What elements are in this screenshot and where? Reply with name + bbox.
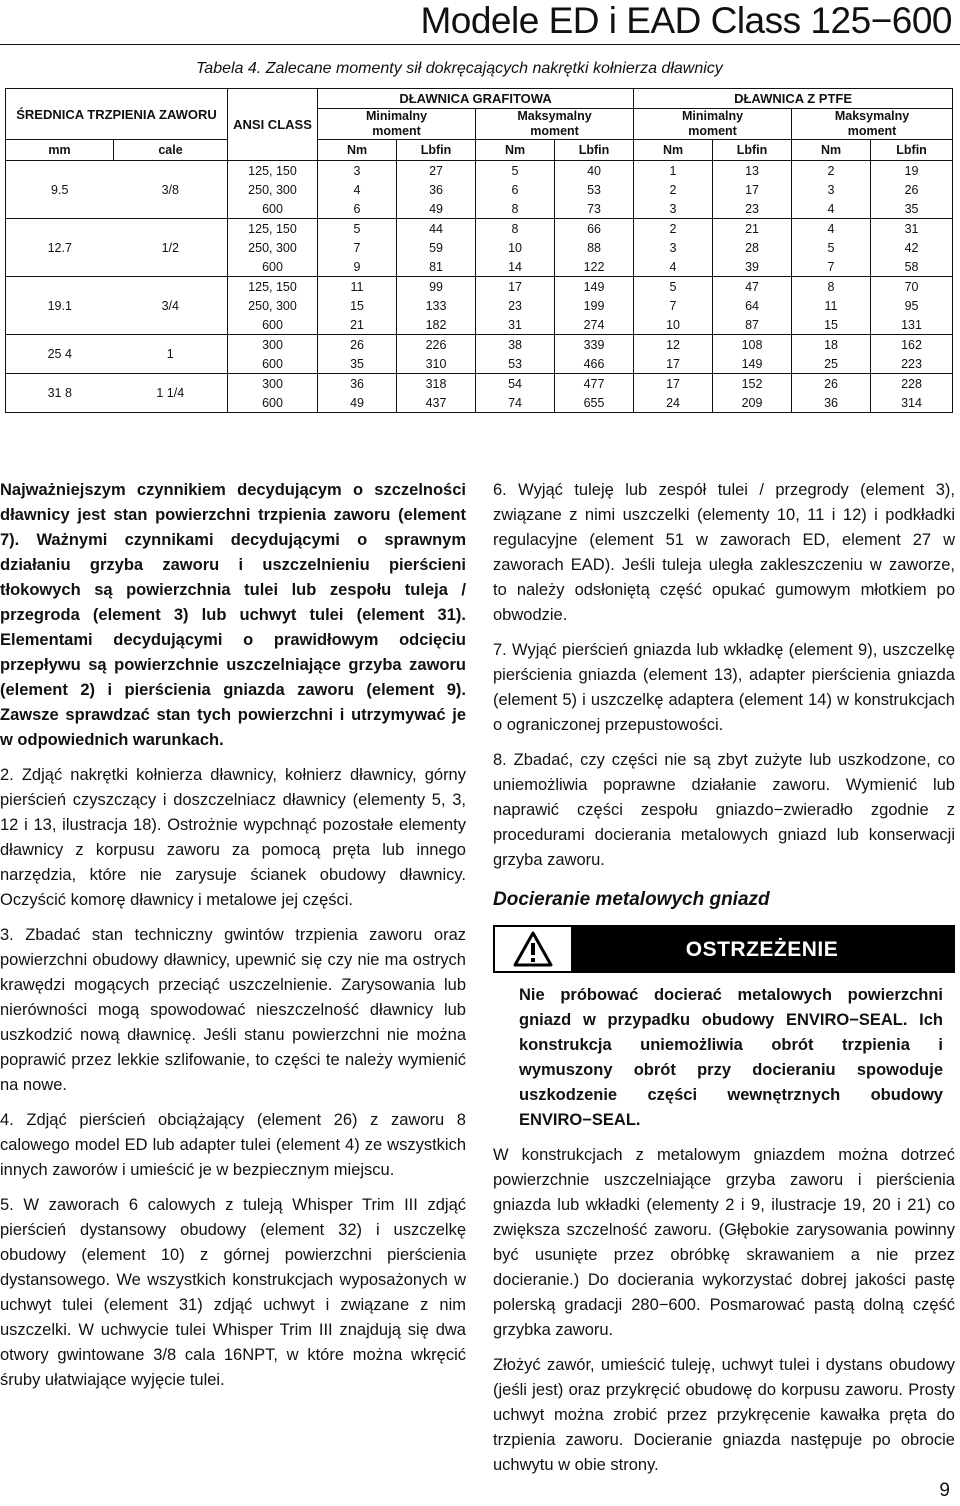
ansi-class-cell: 600 [228,393,318,413]
torque-value-cell: 36 [792,393,871,413]
torque-value-cell: 339 [555,335,634,355]
torque-value-cell: 5 [792,238,871,257]
torque-value-cell: 133 [397,296,476,315]
ansi-class-cell: 600 [228,315,318,335]
torque-value-cell: 12 [634,335,713,355]
torque-value-cell: 36 [397,180,476,199]
torque-value-cell: 310 [397,354,476,374]
torque-value-cell: 7 [634,296,713,315]
unit-lbfin: Lbfin [713,140,792,161]
ansi-class-cell: 300 [228,335,318,355]
stem-diameter-mm: 19.1 [6,277,114,335]
torque-value-cell: 6 [318,199,397,219]
torque-value-cell: 42 [871,238,953,257]
torque-value-cell: 655 [555,393,634,413]
step-7-paragraph: 7. Wyjąć pierścień gniazda lub wkładkę (element 9), uszczelkę pierścienia gniazda (element 13), adapter pierścienia gniazda (element 5) i uszczelkę adaptera (element 14) w konstrukcjach o ograniczonej przepustowości. [493,641,955,734]
torque-value-cell: 318 [397,374,476,394]
ansi-class-cell: 600 [228,199,318,219]
torque-value-cell: 17 [713,180,792,199]
header-max-torque-graphite: Maksymalny moment [476,109,634,140]
torque-value-cell: 6 [476,180,555,199]
torque-value-cell: 199 [555,296,634,315]
table-row [6,335,953,355]
torque-table-body [6,161,953,413]
torque-value-cell: 10 [476,238,555,257]
table-row [6,161,953,181]
torque-value-cell: 23 [713,199,792,219]
stem-diameter-mm: 25 4 [6,335,114,374]
torque-value-cell: 131 [871,315,953,335]
torque-value-cell: 17 [634,354,713,374]
unit-nm: Nm [634,140,713,161]
torque-value-cell: 70 [871,277,953,297]
torque-value-cell: 31 [476,315,555,335]
torque-value-cell: 149 [713,354,792,374]
stem-diameter-inch: 1 [114,335,228,374]
step-4-paragraph: 4. Zdjąć pierścień obciążający (element 26) z zaworu 8 calowego model ED lub adapter tulei (element 4) ze wszystkich innych zaworów i umieścić je w bezpiecznym miejscu. [0,1111,466,1179]
warning-banner [493,925,955,973]
torque-value-cell: 49 [318,393,397,413]
torque-value-cell: 226 [397,335,476,355]
torque-value-cell: 31 [871,219,953,239]
torque-value-cell: 8 [476,219,555,239]
torque-value-cell: 8 [792,277,871,297]
header-ptfe-packing: DŁAWNICA Z PTFE [634,89,953,109]
torque-value-cell: 17 [634,374,713,394]
table-row [6,277,953,297]
stem-diameter-mm: 31 8 [6,374,114,413]
torque-value-cell: 25 [792,354,871,374]
header-max-torque-ptfe: Maksymalny moment [792,109,953,140]
torque-value-cell: 477 [555,374,634,394]
table-row [6,219,953,239]
section-heading-lapping: Docieranie metalowych gniazd [493,889,770,910]
torque-value-cell: 1 [634,161,713,181]
assembly-paragraph: Złożyć zawór, umieścić tuleję, uchwyt tulei i dystans obudowy (jeśli jest) oraz przykręcić obudowę do korpusu zaworu. Prosty uchwyt można zrobić przez przykręcenie kawałka pręta do trzpienia zaworu. Docieranie gniazda następuje po obrocie uchwytu w obie strony. [493,1356,955,1474]
ansi-class-cell: 125, 150 [228,219,318,239]
torque-value-cell: 99 [397,277,476,297]
lapping-paragraph: W konstrukcjach z metalowym gniazdem można dotrzeć powierzchnie uszczelniające grzyba zaworu i pierścienia gniazda lub wkładki (elementy 2 i 9, ilustracje 19, 20 i 21) co zwiększa szczelność zaworu. (Głębokie zarysowania powinny być usunięte przez obróbkę skrawaniem a nie przez docieranie.) Do docierania wykorzystać dobrej jakości pastę polerską gradacji 280−600. Posmarować pastą dolną część grzybka zaworu. [493,1146,955,1339]
intro-bold-paragraph: Najważniejszym czynnikiem decydującym o szczelności dławnicy jest stan powierzchni trzpienia zaworu (element 7). Ważnymi czynnikami decydującymi o sprawnym działaniu grzyba zaworu i uszczelnieniu pierścieni tłokowych są powierzchnia tulei lub zespołu tuleja / przegroda (element 3) lub uchwyt tulei (element 31). Elementami decydującymi o prawidłowym odcięciu przepływu są powierzchnie uszczelniające grzyba zaworu (element 2) i pierścienia gniazda zaworu (element 9). Zawsze sprawdzać stan tych powierzchni i utrzymywać je w odpowiednich warunkach. [0,481,466,749]
stem-diameter-inch: 1 1/4 [114,374,228,413]
torque-value-cell: 47 [713,277,792,297]
torque-value-cell: 39 [713,257,792,277]
torque-value-cell: 15 [792,315,871,335]
torque-value-cell: 15 [318,296,397,315]
torque-value-cell: 26 [871,180,953,199]
header-min-torque-ptfe: Minimalny moment [634,109,792,140]
torque-value-cell: 23 [476,296,555,315]
torque-value-cell: 26 [792,374,871,394]
torque-value-cell: 54 [476,374,555,394]
ansi-class-cell: 300 [228,374,318,394]
torque-value-cell: 95 [871,296,953,315]
torque-value-cell: 38 [476,335,555,355]
torque-value-cell: 49 [397,199,476,219]
torque-value-cell: 228 [871,374,953,394]
torque-value-cell: 162 [871,335,953,355]
torque-value-cell: 2 [634,219,713,239]
torque-value-cell: 17 [476,277,555,297]
torque-value-cell: 40 [555,161,634,181]
page-number: 9 [939,1480,950,1501]
torque-value-cell: 36 [318,374,397,394]
ansi-class-cell: 600 [228,354,318,374]
unit-lbfin: Lbfin [397,140,476,161]
torque-value-cell: 209 [713,393,792,413]
torque-value-cell: 314 [871,393,953,413]
header-ansi-class: ANSI CLASS [228,89,318,161]
ansi-class-cell: 600 [228,257,318,277]
torque-value-cell: 437 [397,393,476,413]
torque-value-cell: 35 [318,354,397,374]
left-column [0,478,466,1403]
torque-value-cell: 8 [476,199,555,219]
header-graphite-packing: DŁAWNICA GRAFITOWA [318,89,634,109]
torque-value-cell: 19 [871,161,953,181]
unit-lbfin: Lbfin [555,140,634,161]
stem-diameter-inch: 1/2 [114,219,228,277]
torque-value-cell: 4 [318,180,397,199]
step-2-paragraph: 2. Zdjąć nakrętki kołnierza dławnicy, kołnierz dławnicy, górny pierścień czyszczący i doszczelniacz dławnicy (elementy 5, 3, 12 i 13, ilustracja 18). Ostrożnie wypchnąć pozostałe elementy dławnicy z korpusu zaworu za pomocą pręta lub innego narzędzia, które nie zarysuje ścianek obudowy dławnicy. Oczyścić komorę dławnicy i metalowe jej części. [0,766,466,909]
stem-diameter-mm: 12.7 [6,219,114,277]
torque-value-cell: 73 [555,199,634,219]
torque-value-cell: 11 [318,277,397,297]
torque-value-cell: 182 [397,315,476,335]
torque-value-cell: 108 [713,335,792,355]
ansi-class-cell: 125, 150 [228,161,318,181]
torque-value-cell: 66 [555,219,634,239]
torque-value-cell: 21 [713,219,792,239]
torque-value-cell: 122 [555,257,634,277]
torque-value-cell: 7 [318,238,397,257]
torque-value-cell: 7 [792,257,871,277]
torque-value-cell: 11 [792,296,871,315]
unit-nm: Nm [476,140,555,161]
header-divider [0,44,960,45]
torque-value-cell: 9 [318,257,397,277]
torque-value-cell: 5 [318,219,397,239]
stem-diameter-inch: 3/8 [114,161,228,219]
ansi-class-cell: 125, 150 [228,277,318,297]
warning-text: Nie próbować docierać metalowych powierzchni gniazd w przypadku obudowy ENVIRO−SEAL. Ich konstrukcja uniemożliwia obrót trzpienia i wymuszony obrót przy docieraniu spowoduje uszkodzenie części wewnętrznych obudowy ENVIRO−SEAL. [519,986,943,1129]
torque-value-cell: 58 [871,257,953,277]
torque-value-cell: 26 [318,335,397,355]
torque-value-cell: 10 [634,315,713,335]
torque-value-cell: 18 [792,335,871,355]
unit-nm: Nm [792,140,871,161]
ansi-class-cell: 250, 300 [228,180,318,199]
step-8-paragraph: 8. Zbadać, czy części nie są zbyt zużyte lub uszkodzone, co uniemożliwia poprawne działanie zaworu. Wymienić lub naprawić części zespołu gniazdo−zwieradło zgodnie z procedurami docierania metalowych gniazd lub konserwacji grzyba zaworu. [493,751,955,869]
torque-value-cell: 21 [318,315,397,335]
torque-value-cell: 274 [555,315,634,335]
torque-value-cell: 3 [318,161,397,181]
torque-value-cell: 87 [713,315,792,335]
right-column [493,478,955,1488]
torque-value-cell: 2 [634,180,713,199]
torque-value-cell: 4 [792,199,871,219]
torque-value-cell: 53 [555,180,634,199]
page-header-title: Modele ED i EAD Class 125−600 [420,0,952,41]
header-min-torque-graphite: Minimalny moment [318,109,476,140]
torque-value-cell: 14 [476,257,555,277]
step-3-paragraph: 3. Zbadać stan techniczny gwintów trzpienia zaworu oraz powierzchni obudowy dławnicy, upewnić się czy nie ma ostrych krawędzi mogących przeciąć uszczelnienie. Zarysowania lub nierówności mogą spowodować nieszczelność dławnicy lub uszkodzić nową dławnicę. Jeśli stanu powierzchni nie można poprawić przez lekkie szlifowanie, to części te należy wymienić na nowe. [0,926,466,1094]
torque-value-cell: 149 [555,277,634,297]
step-6-paragraph: 6. Wyjąć tuleję lub zespół tulei / przegrody (element 3), związane z nimi uszczelki (elementy 10, 11 i 12) i podkładki regulacyjne (element 51 w zaworach ED, element 27 w zaworach EAD). Jeśli tuleja uległa zakleszczeniu w zaworze, to należy odsłoniętą część opukać gumowym młotkiem po obwodzie. [493,481,955,624]
stem-diameter-inch: 3/4 [114,277,228,335]
torque-value-cell: 223 [871,354,953,374]
torque-value-cell: 27 [397,161,476,181]
table-row [6,374,953,394]
unit-nm: Nm [318,140,397,161]
torque-value-cell: 88 [555,238,634,257]
torque-value-cell: 24 [634,393,713,413]
torque-value-cell: 74 [476,393,555,413]
torque-value-cell: 152 [713,374,792,394]
torque-value-cell: 2 [792,161,871,181]
torque-value-cell: 5 [634,277,713,297]
torque-value-cell: 4 [634,257,713,277]
ansi-class-cell: 250, 300 [228,238,318,257]
torque-value-cell: 466 [555,354,634,374]
torque-table [5,88,953,413]
unit-lbfin: Lbfin [871,140,953,161]
table-caption: Tabela 4. Zalecane momenty sił dokręcających nakrętki kołnierza dławnicy [196,60,723,77]
warning-label: OSTRZEŻENIE [571,927,953,971]
torque-value-cell: 81 [397,257,476,277]
torque-value-cell: 64 [713,296,792,315]
header-stem-diameter: ŚREDNICA TRZPIENIA ZAWORU [6,89,228,140]
torque-value-cell: 13 [713,161,792,181]
step-5-paragraph: 5. W zaworach 6 calowych z tuleją Whisper Trim III zdjąć pierścień dystansowy obudowy (element 32) i uszczelkę obudowy (element 10) z górnej powierzchni pierścienia dystansowego. We wszystkich konstrukcjach wyposażonych w uchwyt tulei (element 31) zdjąć uchwyt i związane z nim uszczelki. W uchwycie tulei Whisper Trim III znajdują się dwa otwory gwintowane 3/8 cala 16NPT, w które można wkręcić śruby ułatwiające wyjęcie tulei. [0,1196,466,1389]
torque-value-cell: 4 [792,219,871,239]
unit-mm: mm [6,140,114,161]
torque-value-cell: 35 [871,199,953,219]
torque-value-cell: 3 [634,199,713,219]
torque-value-cell: 3 [792,180,871,199]
ansi-class-cell: 250, 300 [228,296,318,315]
torque-value-cell: 3 [634,238,713,257]
torque-value-cell: 28 [713,238,792,257]
torque-value-cell: 44 [397,219,476,239]
unit-cale: cale [114,140,228,161]
torque-value-cell: 53 [476,354,555,374]
torque-value-cell: 59 [397,238,476,257]
stem-diameter-mm: 9.5 [6,161,114,219]
torque-value-cell: 5 [476,161,555,181]
warning-triangle-icon [495,927,571,971]
